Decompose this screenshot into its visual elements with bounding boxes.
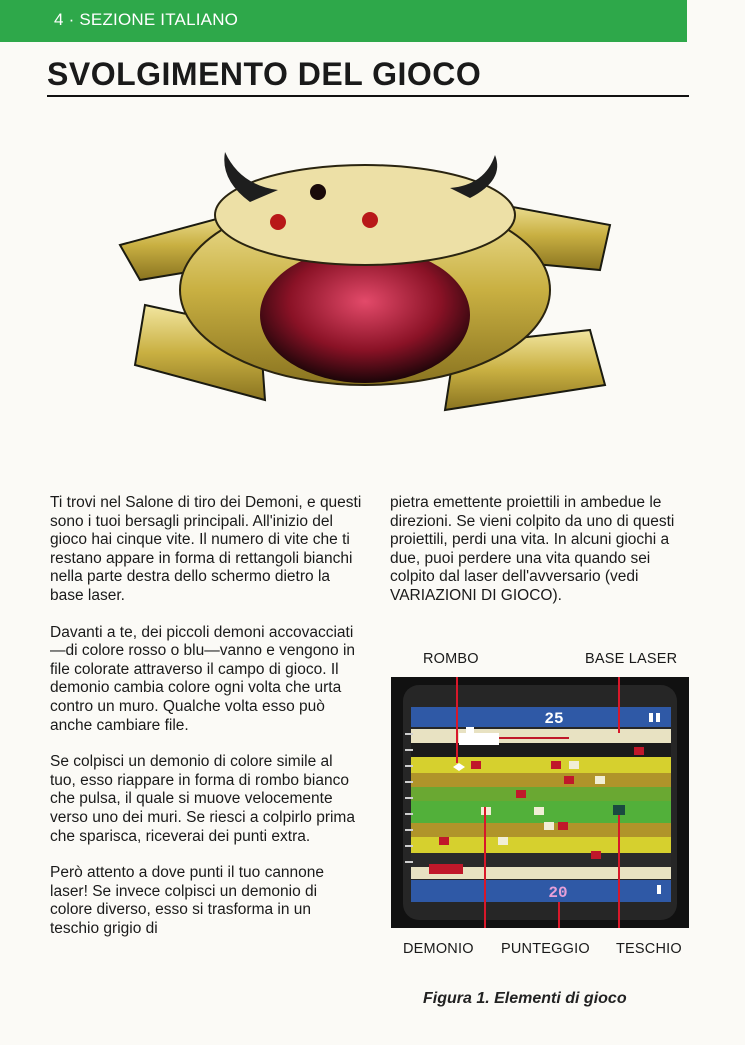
game-screen-figure [391, 677, 689, 928]
bottom-bar [411, 880, 671, 902]
skull [613, 805, 625, 815]
paragraph: Davanti a te, dei piccoli demoni accovacciati—di colore rosso o blu—vanno e vengono in file colorate attraverso il campo di gioco. Il demonio cambia colore ogni volta che urta contro un muro. Qualche volta esso può anche cambiare file. [50, 623, 356, 734]
life-marker [656, 713, 660, 722]
score-top: 25 [544, 710, 564, 728]
label-punteggio: PUNTEGGIO [501, 941, 590, 957]
paragraph: Ti trovi nel Salone di tiro dei Demoni, e questi sono i tuoi bersagli principali. All'inizio del gioco hai cinque vite. Il numero di vite che ti restano appare in forma di rettangoli bianchi nella parte destra dello schermo dietro la base laser. [50, 494, 362, 604]
title-divider [47, 95, 689, 97]
top-bar [411, 707, 671, 727]
laser-base [459, 733, 499, 745]
section-header [0, 0, 687, 42]
left-column [50, 494, 362, 956]
game-variations-reference: VARIAZIONI DI GIOCO [390, 586, 553, 604]
label-demonio: DEMONIO [403, 941, 474, 957]
score-bottom: 20 [548, 884, 568, 902]
section-label: 4 · SEZIONE ITALIANO [54, 10, 239, 29]
label-teschio: TESCHIO [616, 941, 682, 957]
right-column [390, 494, 690, 624]
demon-illustration [110, 140, 620, 430]
figure-caption: Figura 1. Elementi di gioco [423, 990, 627, 1007]
paragraph-text: pietra emettente proiettili in ambedue le direzioni. Se vieni colpito da uno di questi proiettili, perdi una vita. In alcuni giochi a due, puoi perdere una vita quando sei colpito dal laser dell'avversario (vedi [390, 494, 675, 586]
label-rombo: ROMBO [423, 651, 479, 667]
opponent-laser-base [429, 864, 463, 874]
paragraph-end: ). [552, 586, 562, 604]
life-marker [649, 713, 653, 722]
laser-beam [499, 737, 569, 739]
life-marker [657, 885, 661, 894]
paragraph: Se colpisci un demonio di colore simile al tuo, esso riappare in forma di rombo bianco che pulsa, il quale si muove velocemente verso uno dei muri. Se riesci a colpirlo prima che sparisca, riceverai dei punti extra. [50, 753, 355, 845]
label-base-laser: BASE LASER [585, 651, 678, 667]
page-title: SVOLGIMENTO DEL GIOCO [47, 56, 482, 92]
paragraph [390, 494, 690, 606]
paragraph: Però attento a dove punti il tuo cannone laser! Se invece colpisci un demonio di colore diverso, esso si trasforma in un teschio grigio di [50, 864, 325, 937]
